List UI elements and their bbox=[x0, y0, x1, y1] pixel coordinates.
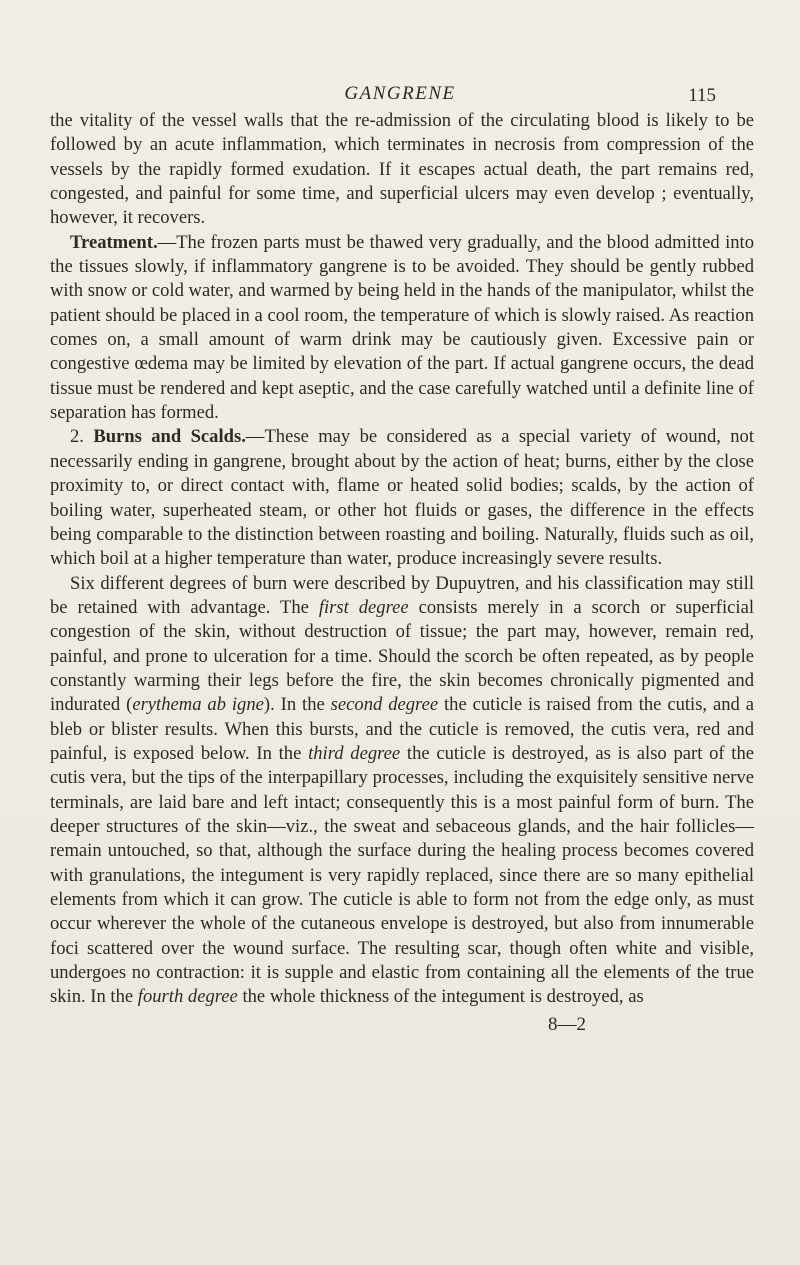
paragraph-degrees-of-burn bbox=[50, 572, 754, 1010]
paragraph-continuation bbox=[50, 109, 754, 231]
term-first-degree: first degree bbox=[318, 596, 409, 618]
text-segment: —The frozen parts must be thawed very gradually, and the blood admitted into the tissues slowly, if inflammatory gangrene is to be avoided. They should be gently rubbed with snow or cold water, and warmed by being held in the hands of the manipulator, whilst the patient should be placed in a cool room, the temperature of which is slowly raised. As reaction comes on, a small amount of warm drink may be cautiously given. Excessive pain or congestive œdema may be limited by elevation of the part. If actual gangrene occurs, the dead tissue must be rendered and kept aseptic, and the case carefully watched until a definite line of separation has formed. bbox=[50, 231, 754, 424]
signature-mark: 8—2 bbox=[548, 1014, 586, 1035]
text-segment: the cuticle is destroyed, as is also part of the cutis vera, but the tips of the interpapillary processes, including the exquisitely sensitive nerve terminals, are laid bare and left intact; consequently this is a most painful form of burn. The deeper structures of the skin—viz., the sweat and sebaceous glands, and the hair follicles—remain untouched, so that, although the surface during the healing process becomes covered with granulations, the integument is very rapidly replaced, since there are so many epithelial elements from which it can grow. The cuticle is able to form not from the edge only, as must occur wherever the whole of the cutaneous envelope is destroyed, but also from innumerable foci scattered over the wound surface. The resulting scar, though often white and visible, undergoes no contraction: it is supple and elastic from containing all the elements of the true skin. In the bbox=[50, 742, 755, 1008]
running-title: GANGRENE bbox=[344, 83, 456, 104]
paragraph-treatment bbox=[50, 231, 754, 426]
paragraph-burns-and-scalds bbox=[50, 425, 754, 571]
term-erythema-ab-igne: erythema ab igne bbox=[132, 694, 264, 716]
text-segment: —These may be considered as a special variety of wound, not necessarily ending in gangrene, brought about by the action of heat; burns, either by the close proximity to, or direct contact with, flame or heated solid bodies; scalds, by the action of boiling water, superheated steam, or other hot fluids or gases, the difference in the effects being comparable to the distinction between roasting and boiling. Naturally, fluids such as oil, which boil at a higher temperature than water, produce increasingly severe results. bbox=[50, 426, 755, 570]
term-fourth-degree: fourth degree bbox=[137, 986, 238, 1008]
term-third-degree: third degree bbox=[308, 742, 401, 764]
section-number: 2. bbox=[70, 426, 94, 448]
section-heading-burns-and-scalds: Burns and Scalds. bbox=[93, 426, 246, 448]
text-segment: the cuticle is raised from the cutis, and a bleb or blister results. When this bursts, and the cuticle is removed, the cutis vera, red and painful, is exposed below. In the bbox=[50, 694, 754, 764]
term-second-degree: second degree bbox=[330, 694, 439, 716]
text-segment: the whole thickness of the integument is destroyed, as bbox=[237, 986, 644, 1008]
text-segment: ). In the bbox=[263, 694, 331, 716]
text-segment: the vitality of the vessel walls that the re-admission of the circulating blood is likely to be followed by an acute inflammation, which terminates in necrosis from compression of the vessels by the rapidly formed exudation. If it escapes actual death, the part remains red, congested, and painful for some time, and superficial ulcers may even develop ; eventually, however, it recovers. bbox=[50, 110, 754, 229]
running-head bbox=[0, 82, 800, 106]
section-heading-treatment: Treatment. bbox=[70, 231, 158, 253]
page-number: 115 bbox=[688, 85, 716, 106]
text-segment: Six different degrees of burn were described by Dupuytren, and his classification may still be retained with advantage. The bbox=[50, 572, 754, 618]
text-segment: consists merely in a scorch or superficial congestion of the skin, without destruction of tissue; the part may, however, remain red, painful, and prone to ulceration for a time. Should the scorch be often repeated, as by people constantly warming their legs before the fire, the skin becomes chronically pigmented and indurated ( bbox=[50, 596, 754, 716]
body-text bbox=[50, 109, 754, 1010]
